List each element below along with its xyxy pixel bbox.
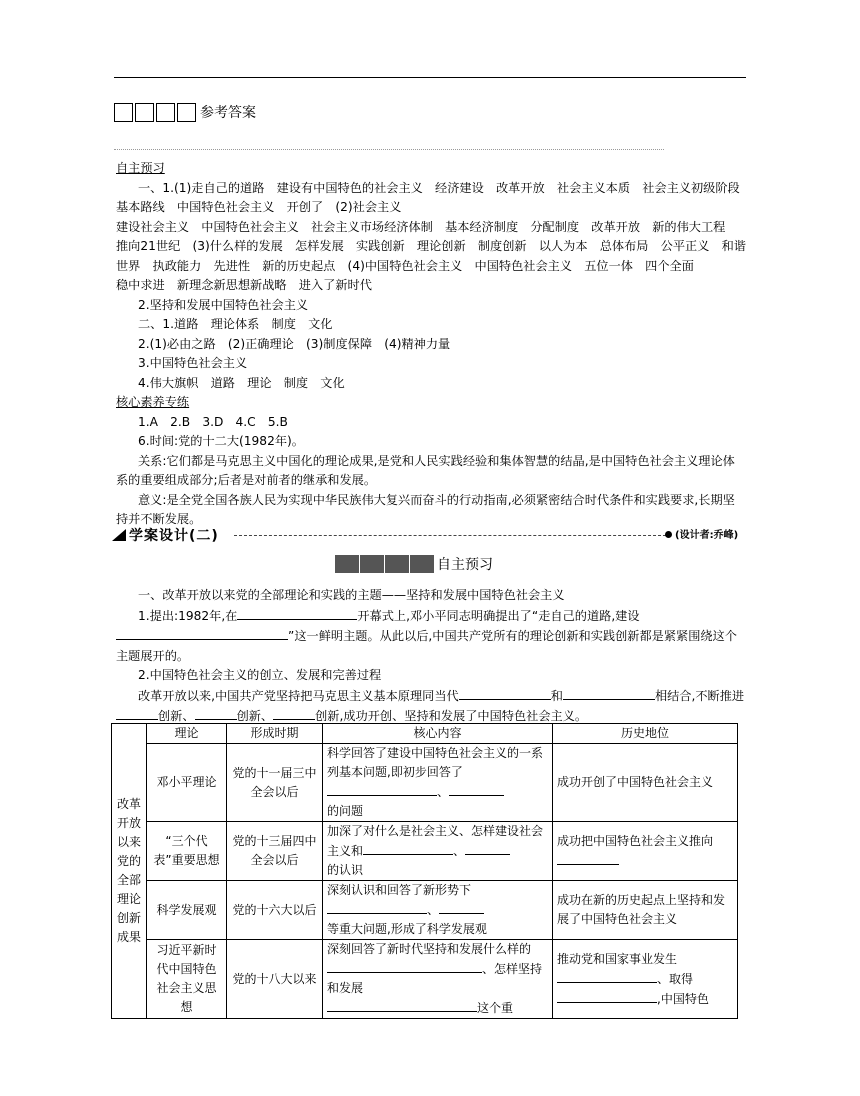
section-title: 自主预习 xyxy=(437,557,493,573)
text: 推动党和国家事业发生 xyxy=(557,951,678,966)
study-plan-intro xyxy=(116,586,746,727)
top-rule xyxy=(114,77,746,78)
answer-line: 建设社会主义 中国特色社会主义 社会主义市场经济体制 基本经济制度 分配制度 改革开放 新的伟大工程 推向21世纪 (3)什么样的发展 怎样发展 实践创新 理论创新 制度创新 以人为本 总体布局 公平正义 和谐世界 执政能力 先进性 新的历史起点 (4)中国特色社会主义 中国特色社会主义 五位一体 四个全面 xyxy=(116,219,746,273)
theory-cell: 习近平新时代中国特色社会主义思想 xyxy=(147,940,227,1019)
blank-line xyxy=(439,900,484,914)
text: 深刻回答了新时代坚持和发展什么样的 xyxy=(327,942,532,956)
content-cell xyxy=(323,940,553,1019)
text: 成功把中国特色社会主义推向 xyxy=(557,833,714,848)
text: 、 xyxy=(453,844,466,858)
answer-line: 关系:它们都是马克思主义中国化的理论成果,是党和人民实践经验和集体智慧的结晶,是中国特色社会主义理论体系的重要组成部分;后者是对前者的继承和发展。 xyxy=(116,453,735,487)
answer-line: 4.伟大旗帜 道路 理论 制度 文化 xyxy=(138,375,345,390)
text: 的认识 xyxy=(327,863,364,877)
blank-line xyxy=(116,706,158,720)
text: 、 xyxy=(437,785,450,799)
period-cell: 党的十六大以后 xyxy=(227,881,323,940)
answer-line: 二、1.道路 理论体系 制度 文化 xyxy=(138,317,333,331)
header-box xyxy=(156,103,175,122)
answer-line: 稳中求进 新理念新思想新战略 进入了新时代 xyxy=(116,278,372,292)
blank-line xyxy=(116,626,288,640)
theory-cell: 科学发展观 xyxy=(147,881,227,940)
blank-line xyxy=(449,782,504,796)
content-cell xyxy=(323,881,553,940)
text: 创新、 xyxy=(236,709,274,723)
designer-label: (设计者:乔峰) xyxy=(675,530,739,541)
answer-line: 2.(1)必由之路 (2)正确理论 (3)制度保障 (4)精神力量 xyxy=(138,336,451,351)
blank-line xyxy=(327,998,477,1012)
text: 成功开创了中国特色社会主义 xyxy=(557,775,714,789)
blank-line xyxy=(237,606,357,620)
triangle-icon xyxy=(112,529,126,541)
text: 等重大问题,形成了科学发展观 xyxy=(327,922,487,936)
text: 这个重 xyxy=(477,1001,514,1015)
period-cell: 党的十一届三中全会以后 xyxy=(227,744,323,822)
answers-title: 参考答案 xyxy=(200,105,256,121)
side-label: 改革开放以来党的全部理论创新成果 xyxy=(112,724,147,1019)
status-cell xyxy=(553,744,738,822)
content-cell xyxy=(323,744,553,822)
blank-line xyxy=(459,686,551,700)
table-header-row xyxy=(112,724,738,744)
intro-paragraph-2 xyxy=(116,686,746,727)
text: 相结合,不断推进 xyxy=(654,688,745,703)
column-header: 历史地位 xyxy=(553,724,738,744)
answer-line: 一、1.(1)走自己的道路 建设有中国特色的社会主义 经济建设 改革开放 社会主义本质 社会主义初级阶段基本路线 中国特色社会主义 开创了 (2)社会主义 xyxy=(116,180,740,214)
dashed-line xyxy=(234,535,666,536)
self-study-heading: 自主预习 xyxy=(116,161,165,175)
self-study-section-header xyxy=(335,554,493,574)
text: 改革开放以来,中国共产党坚持把马克思主义基本原理同当代 xyxy=(138,688,459,703)
period-cell: 党的十八大以来 xyxy=(227,940,323,1019)
blank-line xyxy=(327,900,427,914)
answer-line: 2.坚持和发展中国特色社会主义 xyxy=(138,297,309,312)
table-row xyxy=(112,744,738,822)
blank-line xyxy=(563,686,655,700)
intro-heading-1: 一、改革开放以来党的全部理论和实践的主题——坚持和发展中国特色社会主义 xyxy=(138,588,565,602)
header-block xyxy=(335,555,359,573)
status-cell xyxy=(553,940,738,1019)
text: 创新,成功开创、坚持和发展了中国特色社会主义。 xyxy=(315,709,588,723)
blank-line xyxy=(557,989,657,1003)
text: ”这一鲜明主题。从此以后,中国共产党所有的理论创新和实践创新都是紧紧围绕这个主题展开的。 xyxy=(116,629,737,663)
text: 加深了对什么是社会主义、怎样建设社会主义和 xyxy=(327,824,544,858)
blank-line xyxy=(327,959,482,973)
intro-paragraph-1 xyxy=(116,606,746,667)
text: 成功在新的历史起点上坚持和发展了中国特色社会主义 xyxy=(557,893,726,926)
column-header: 理论 xyxy=(147,724,227,744)
intro-heading-2: 2.中国特色社会主义的创立、发展和完善过程 xyxy=(138,668,382,682)
text: 的问题 xyxy=(327,804,364,818)
header-box xyxy=(177,103,196,122)
content-cell xyxy=(323,822,553,881)
answers-self-study xyxy=(116,159,746,530)
blank-line xyxy=(557,851,619,865)
text: 、取得 xyxy=(657,971,694,986)
answer-line: 1.A 2.B 3.D 4.C 5.B xyxy=(138,414,288,429)
table-row xyxy=(112,822,738,881)
text: 开幕式上,邓小平同志明确提出了“走自己的道路,建设 xyxy=(357,608,640,623)
header-block xyxy=(385,555,409,573)
text: 和 xyxy=(550,688,563,703)
answer-line: 意义:是全党全国各族人民为实现中华民族伟大复兴而奋斗的行动指南,必须紧密结合时代条件和实践要求,长期坚持并不断发展。 xyxy=(116,492,735,526)
column-header: 核心内容 xyxy=(323,724,553,744)
study-plan-header xyxy=(112,526,746,544)
answer-line: 3.中国特色社会主义 xyxy=(138,356,248,370)
status-cell xyxy=(553,881,738,940)
text: ,中国特色 xyxy=(657,991,709,1006)
table-row xyxy=(112,940,738,1019)
text: 、怎样坚持和发展 xyxy=(327,962,543,995)
text: 科学回答了建设中国特色社会主义的一系列基本问题,即初步回答了 xyxy=(327,746,544,779)
status-cell xyxy=(553,822,738,881)
blank-line xyxy=(557,969,657,983)
blank-line xyxy=(273,706,315,720)
header-box xyxy=(114,103,133,122)
theory-table xyxy=(111,723,738,1019)
text: 深刻认识和回答了新形势下 xyxy=(327,883,472,897)
text: 创新、 xyxy=(158,709,195,723)
header-block xyxy=(360,555,384,573)
header-block xyxy=(410,555,434,573)
blank-line xyxy=(465,841,510,855)
answer-line: 6.时间:党的十二大(1982年)。 xyxy=(138,434,304,448)
answers-header xyxy=(114,101,256,123)
core-practice-heading: 核心素养专练 xyxy=(116,395,190,409)
header-box xyxy=(135,103,154,122)
theory-cell: “三个代表”重要思想 xyxy=(147,822,227,881)
text: 、 xyxy=(427,903,440,917)
dotted-divider xyxy=(114,149,664,150)
dot-icon xyxy=(665,531,672,538)
text: 1.提出:1982年,在 xyxy=(138,608,238,623)
period-cell: 党的十三届四中全会以后 xyxy=(227,822,323,881)
theory-cell: 邓小平理论 xyxy=(147,744,227,822)
study-plan-title: 学案设计(二) xyxy=(129,528,219,544)
blank-line xyxy=(327,782,437,796)
table-row xyxy=(112,881,738,940)
blank-line xyxy=(363,841,453,855)
blank-line xyxy=(195,706,237,720)
column-header: 形成时期 xyxy=(227,724,323,744)
